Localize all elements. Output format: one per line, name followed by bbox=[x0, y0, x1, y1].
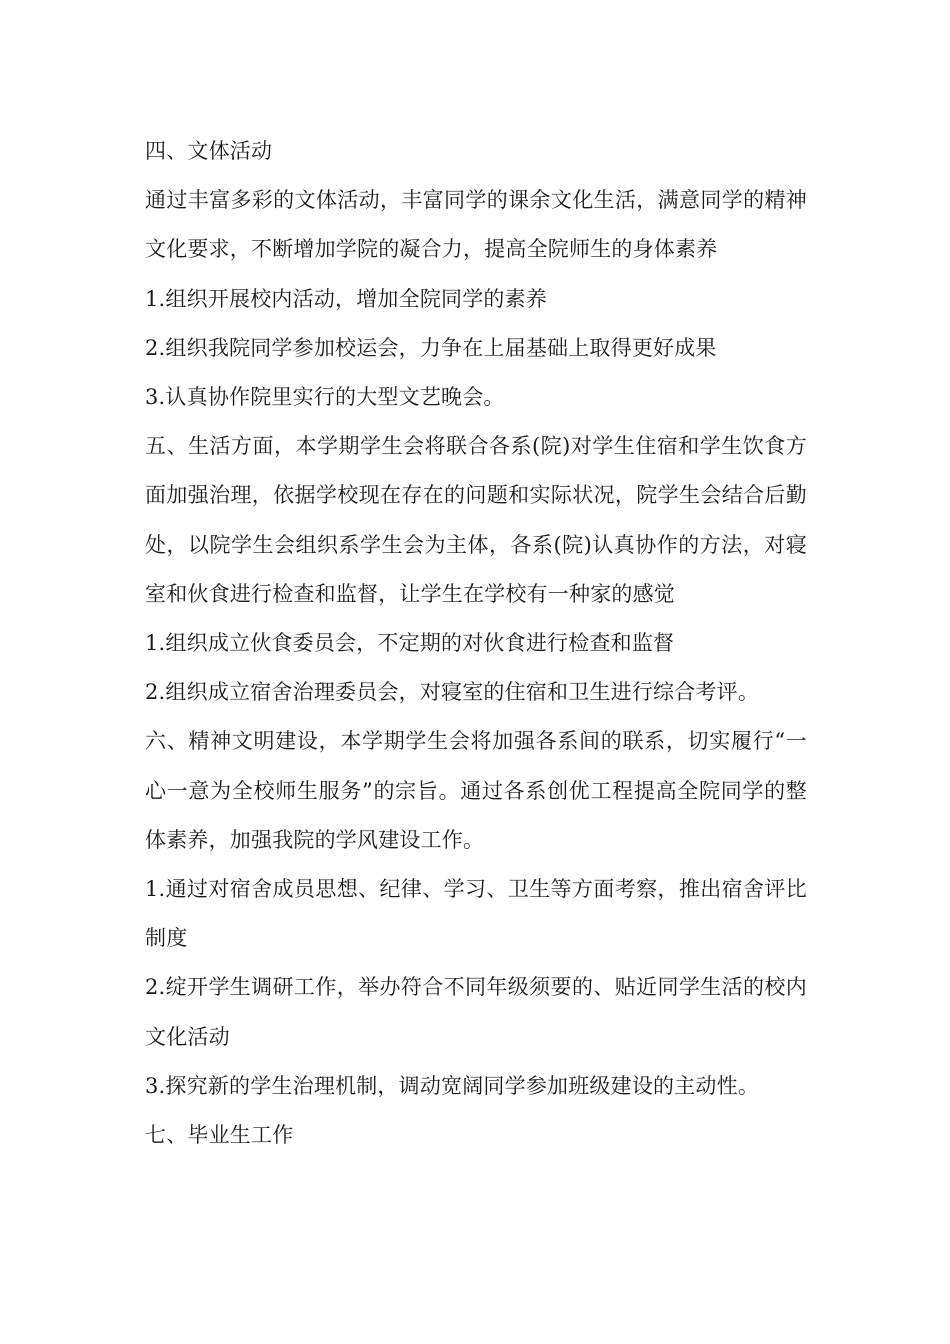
list-item: 2.组织我院同学参加校运会，力争在上届基础上取得更好成果 bbox=[145, 335, 717, 360]
list-item: 3.认真协作院里实行的大型文艺晚会。 bbox=[145, 385, 505, 410]
paragraph: 通过丰富多彩的文体活动，丰富同学的课余文化生活，满意同学的精神文化要求，不断增加学院的凝合力，提高全院师生的身体素养 bbox=[145, 188, 807, 262]
list-item: 2.绽开学生调研工作，举办符合不同年级须要的、贴近同学生活的校内文化活动 bbox=[145, 975, 807, 1049]
document-body bbox=[145, 127, 807, 1160]
section-paragraph-civilization: 六、精神文明建设，本学期学生会将加强各系间的联系，切实履行“一心一意为全校师生服务”的宗旨。通过各系创优工程提高全院同学的整体素养，加强我院的学风建设工作。 bbox=[145, 729, 807, 852]
list-item: 1.组织开展校内活动，增加全院同学的素养 bbox=[145, 286, 548, 311]
list-item: 1.通过对宿舍成员思想、纪律、学习、卫生等方面考察，推出宿舍评比制度 bbox=[145, 877, 807, 951]
list-item: 3.探究新的学生治理机制，调动宽阔同学参加班级建设的主动性。 bbox=[145, 1073, 760, 1098]
list-item: 2.组织成立宿舍治理委员会，对寝室的住宿和卫生进行综合考评。 bbox=[145, 680, 760, 705]
section-paragraph-living: 五、生活方面，本学期学生会将联合各系(院)对学生住宿和学生饮食方面加强治理，依据学校现在存在的问题和实际状况，院学生会结合后勤处，以院学生会组织系学生会为主体，各系(院)认真协作的方法，对寝室和伙食进行检查和监督，让学生在学校有一种家的感觉 bbox=[145, 434, 807, 606]
section-heading-graduates: 七、毕业生工作 bbox=[145, 1123, 294, 1148]
list-item: 1.组织成立伙食委员会，不定期的对伙食进行检查和监督 bbox=[145, 631, 675, 656]
section-heading-sports: 四、文体活动 bbox=[145, 139, 273, 163]
